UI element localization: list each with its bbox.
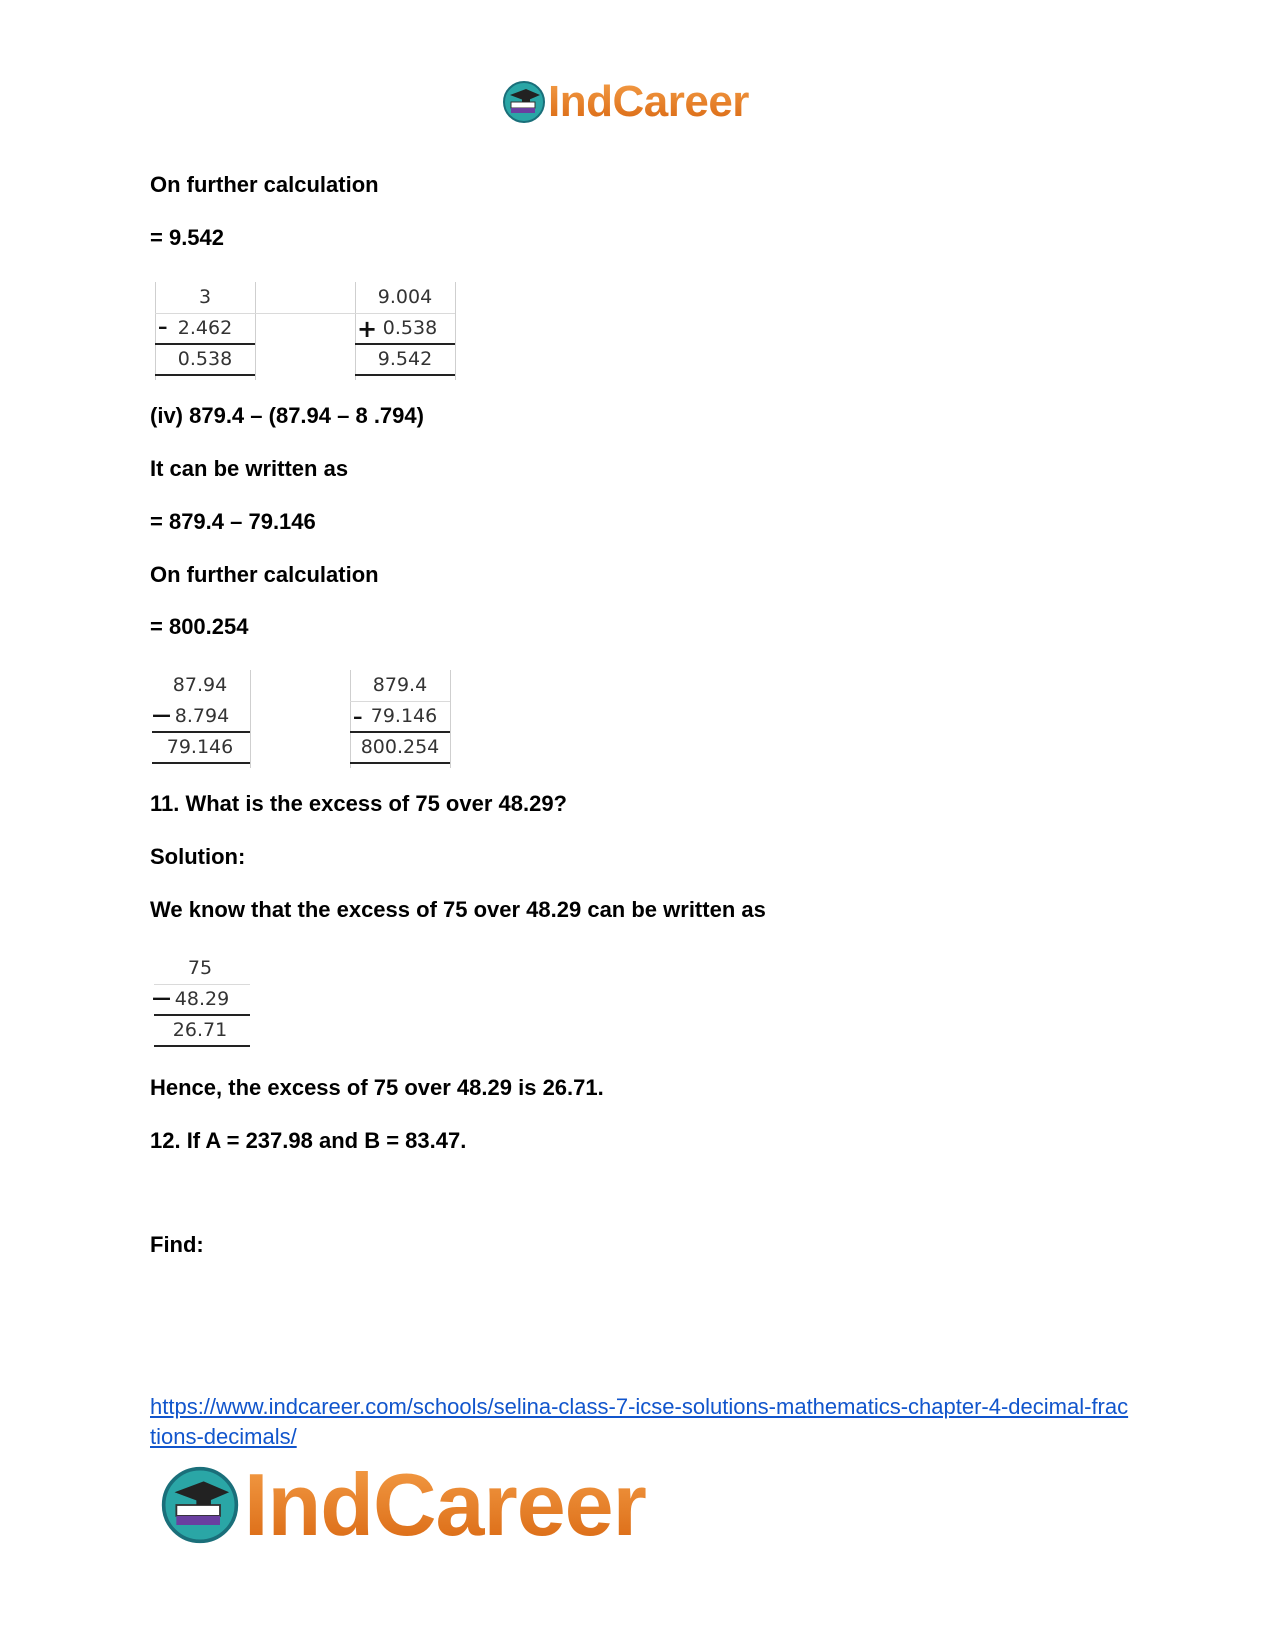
calc-table-3 bbox=[150, 953, 260, 1053]
calc3-top: 75 bbox=[187, 957, 213, 979]
minus-sign: — bbox=[152, 987, 171, 1009]
calc3-result: 26.71 bbox=[172, 1019, 228, 1041]
text-expression: = 879.4 – 79.146 bbox=[150, 509, 316, 534]
question-iv: (iv) 879.4 – (87.94 – 8 .794) bbox=[150, 403, 424, 428]
text-excess-written-as: We know that the excess of 75 over 48.29 can be written as bbox=[150, 897, 766, 922]
text-result-9542: = 9.542 bbox=[150, 225, 225, 250]
calc2-left-result: 79.146 bbox=[166, 736, 234, 758]
question-12: 12. If A = 237.98 and B = 83.47. bbox=[150, 1128, 467, 1153]
calc2-left-top: 87.94 bbox=[172, 674, 228, 696]
text-hence-excess: Hence, the excess of 75 over 48.29 is 26.71. bbox=[150, 1075, 604, 1100]
calc2-right-result: 800.254 bbox=[360, 736, 440, 758]
plus-sign: + bbox=[357, 315, 378, 343]
text-further-calculation-2: On further calculation bbox=[150, 562, 379, 587]
calc1-left-top: 3 bbox=[198, 286, 212, 308]
graduation-book-icon bbox=[160, 1465, 240, 1545]
calc-table-2 bbox=[150, 670, 460, 770]
calc1-left-mid: 2.462 bbox=[177, 317, 233, 339]
header-logo bbox=[502, 78, 749, 126]
text-further-calculation-1: On further calculation bbox=[150, 172, 379, 197]
footer-logo bbox=[160, 1455, 646, 1554]
calc2-left-mid: 8.794 bbox=[174, 705, 230, 727]
calc2-right-mid: 79.146 bbox=[370, 705, 438, 727]
minus-sign: — bbox=[152, 704, 171, 726]
solution-heading: Solution: bbox=[150, 844, 246, 869]
text-written-as: It can be written as bbox=[150, 456, 349, 481]
minus-sign: – bbox=[353, 706, 363, 728]
minus-sign: – bbox=[158, 316, 168, 338]
calc3-mid: 48.29 bbox=[174, 988, 230, 1010]
calc1-right-top: 9.004 bbox=[377, 286, 433, 308]
calc2-right-top: 879.4 bbox=[372, 674, 428, 696]
text-result-800254: = 800.254 bbox=[150, 614, 249, 639]
calc1-right-mid: 0.538 bbox=[382, 317, 438, 339]
calc-table-1 bbox=[150, 282, 460, 382]
logo-wordmark: IndCareer bbox=[244, 1455, 646, 1554]
graduation-book-icon bbox=[502, 80, 546, 124]
logo-wordmark: IndCareer bbox=[548, 77, 749, 126]
source-link[interactable]: https://www.indcareer.com/schools/selina-class-7-icse-solutions-mathematics-chapter-4-decimal-fractions-decimals/ bbox=[150, 1394, 1129, 1449]
calc1-right-result: 9.542 bbox=[377, 348, 433, 370]
question-11: 11. What is the excess of 75 over 48.29? bbox=[150, 791, 567, 816]
text-find: Find: bbox=[150, 1232, 204, 1257]
calc1-left-result: 0.538 bbox=[177, 348, 233, 370]
